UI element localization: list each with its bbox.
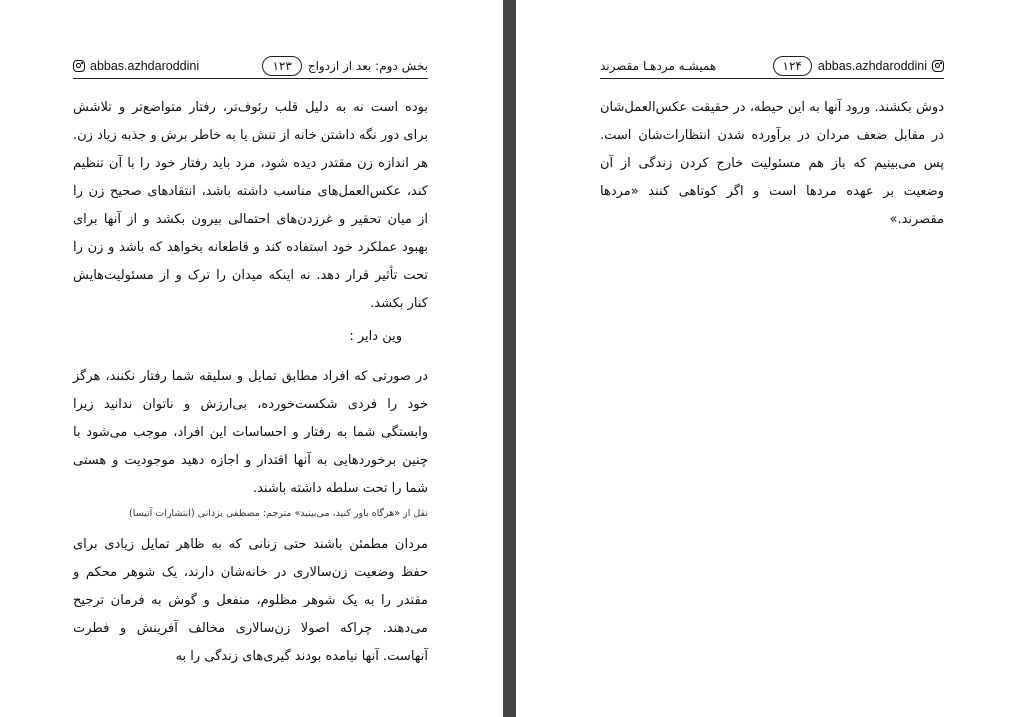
header-handle-group xyxy=(767,56,944,76)
body-paragraph: بوده است نه به دلیل قلب رئوف‌تر، رفتار متواضع‌تر و تلاشش برای دور نگه داشتن خانه از تنش یا به خاطر برش و جذبه زیاد زن. هر اندازه زن مقتدر دیده شود، مرد باید رفتار خود را با آن تنظیم کند، عکس‌العمل‌های مناسب داشته باشد، انتقادهای صحیح زن را از میان تحقیر و غرزدن‌های احتمالی بیرون بکشد و از آنها برای بهبود عملکرد خود استفاده کند و قاطعانه بخواهد که باشد و زن را تحت تأثیر قرار دهد. نه اینکه میدان را ترک و از مسئولیت‌هایش کنار بکشد. xyxy=(73,100,428,311)
book-spine xyxy=(503,0,516,717)
instagram-icon xyxy=(932,60,944,72)
right-page-header xyxy=(600,54,944,79)
instagram-handle xyxy=(73,59,199,73)
quote-attribution: وین دایر : xyxy=(349,329,402,344)
body-paragraph: مردان مطمئن باشند حتی زنانی که به ظاهر تمایل زیادی برای حفظ وضعیت زن‌سالاری در خانه‌شان دارند، یک شوهر محکم و مقتدر را به یک شوهر مظلوم، منفعل و گوش به فرمان ترجیح می‌دهند. چراکه اصولا زن‌سالاری مخالف آفرینش و فطرت آنهاست. آنها نیامده بودند گیری‌های زندگی را به xyxy=(73,537,428,664)
left-page-header xyxy=(73,54,428,79)
left-page-body xyxy=(73,94,428,671)
quote-text: در صورتی که افراد مطابق تمایل و سلیقه شما رفتار نکنند، هرگز خود را فردی شکست‌خورده، بی‌ارزش و ناتوان ندانید زیرا وابستگی شما به رفتار و احساسات این افراد، موجب می‌شود با چنین برخوردهایی به آنها اقتدار و اجازه دهید موجودیت و هستی شما را تحت سلطه داشته باشند. xyxy=(73,369,428,496)
page-number: ۱۲۳ xyxy=(262,56,301,76)
left-page xyxy=(0,0,503,717)
book-title: همیشـه مردهـا مقصرند xyxy=(600,59,717,73)
handle-text: abbas.azhdaroddini xyxy=(90,59,200,73)
body-paragraph: دوش بکشند. ورود آنها به این حیطه، در حقیقت عکس‌العمل‌شان در مقابل ضعف مردان در برآورده شدن انتظارات‌شان است. پس می‌بینیم که باز هم مسئولیت خارج کردن زندگی از آن وضعیت بر عهده مردها است و اگر کوتاهی کنند «مردها مقصرند.» xyxy=(600,100,944,227)
header-title-group xyxy=(600,59,716,73)
instagram-icon xyxy=(73,60,85,72)
chapter-title: بخش دوم: بعد از ازدواج xyxy=(307,59,428,73)
page-number: ۱۲۴ xyxy=(773,56,812,76)
citation: نقل از «هرگاه باور کنید، می‌بینید» مترجم: مصطفی یزدانی (انتشارات آتیسا) xyxy=(129,508,428,519)
instagram-handle xyxy=(818,59,944,73)
right-page-body xyxy=(600,94,944,234)
header-title-group xyxy=(256,56,428,76)
right-page xyxy=(516,0,1024,717)
handle-text: abbas.azhdaroddini xyxy=(817,59,927,73)
